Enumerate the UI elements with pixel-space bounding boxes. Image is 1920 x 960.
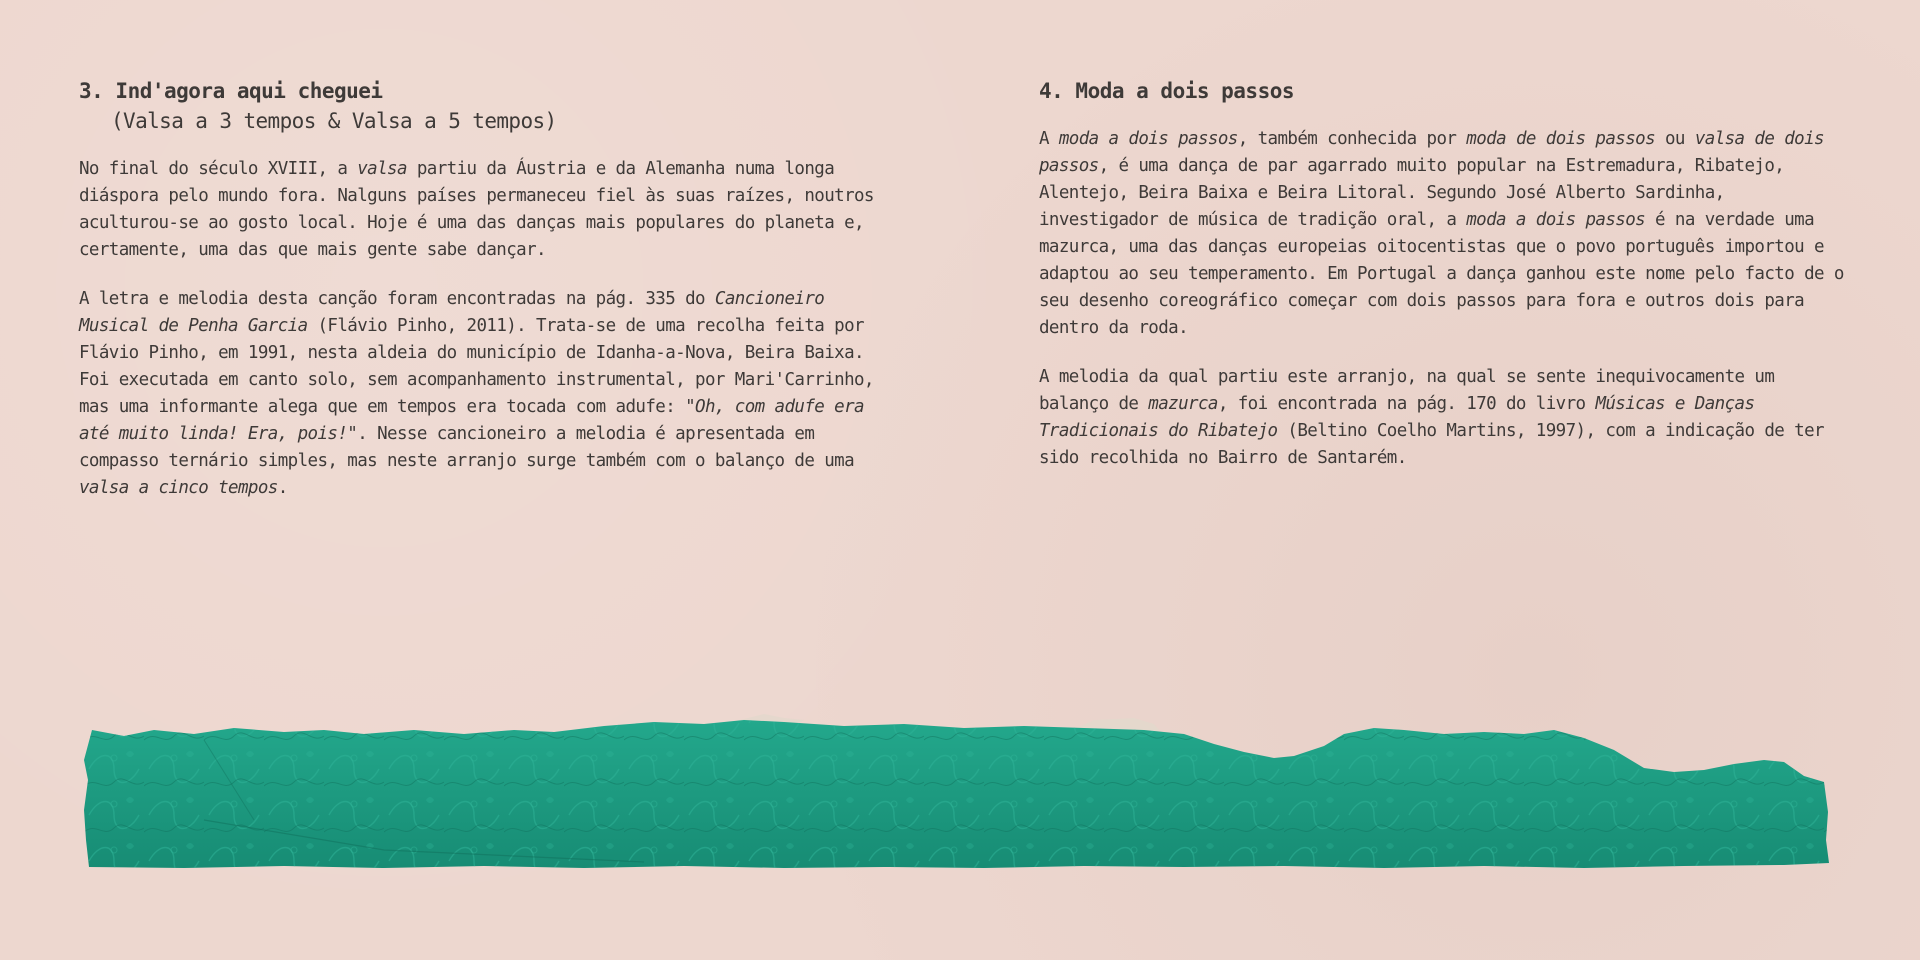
section-3-title: 3. Ind'agora aqui cheguei bbox=[79, 79, 383, 103]
section-4 bbox=[1039, 76, 1849, 494]
italic-text-run: valsa de dois passos bbox=[1039, 129, 1824, 176]
italic-text-run: valsa a cinco tempos bbox=[79, 478, 278, 498]
section-3-paragraph-1 bbox=[79, 156, 899, 264]
text-run: A letra e melodia desta canção foram encontradas na pág. 335 do bbox=[79, 289, 715, 309]
text-run: , é uma dança de par agarrado muito popular na Estremadura, Ribatejo, Alentejo, Beira Baixa e Beira Litoral. Segundo José Alberto Sardinha, investigador de música de tradição oral, a bbox=[1039, 156, 1785, 230]
italic-text-run: Oh, com adufe era até muito linda! Era, pois! bbox=[79, 397, 864, 444]
italic-text-run: valsa bbox=[357, 159, 407, 179]
text-run: , também conhecida por bbox=[1237, 129, 1467, 149]
text-run: ". Nesse cancioneiro a melodia é apresentada em compasso ternário simples, mas neste arranjo surge também com o balanço de uma bbox=[79, 424, 854, 471]
italic-text-run: moda a dois passos bbox=[1058, 129, 1238, 149]
italic-text-run: moda a dois passos bbox=[1466, 210, 1646, 230]
text-run: A bbox=[1039, 129, 1059, 149]
text-run: ou bbox=[1655, 129, 1695, 149]
section-4-paragraph-1 bbox=[1039, 126, 1849, 342]
section-3 bbox=[79, 76, 899, 524]
section-3-subtitle: (Valsa a 3 tempos & Valsa a 5 tempos) bbox=[111, 109, 557, 133]
italic-text-run: moda de dois passos bbox=[1466, 129, 1656, 149]
text-run: partiu da Áustria e da Alemanha numa longa diáspora pelo mundo fora. Nalguns países permaneceu fiel às suas raízes, noutros aculturou-se ao gosto local. Hoje é uma das danças mais populares do planeta e, certamente, uma das que mais gente sabe dançar. bbox=[79, 159, 874, 260]
text-run: , foi encontrada na pág. 170 do livro bbox=[1217, 394, 1596, 414]
italic-text-run: Cancioneiro Musical de Penha Garcia bbox=[79, 289, 825, 336]
text-run: é na verdade uma mazurca, uma das danças europeias oitocentistas que o povo português importou e adaptou ao seu temperamento. Em Portugal a dança ganhou este nome pelo facto de o seu desenho coreográfico começar com dois passos para fora e outros dois para dentro da roda. bbox=[1039, 210, 1844, 338]
italic-text-run: mazurca bbox=[1148, 394, 1218, 414]
italic-text-run: Músicas e Danças Tradicionais do Ribatejo bbox=[1039, 394, 1755, 441]
section-3-paragraph-2 bbox=[79, 286, 899, 502]
text-run: (Beltino Coelho Martins, 1997), com a indicação de ter sido recolhida no Bairro de Santarém. bbox=[1039, 421, 1824, 468]
text-run: A melodia da qual partiu este arranjo, na qual se sente inequivocamente um balanço de bbox=[1039, 367, 1775, 414]
text-run: (Flávio Pinho, 2011). Trata-se de uma recolha feita por Flávio Pinho, em 1991, nesta aldeia do município de Idanha-a-Nova, Beira Baixa. Foi executada em canto solo, sem acompanhamento instrumental, por Mari'Carrinho, mas uma informante alega que em tempos era tocada com adufe: " bbox=[79, 316, 874, 417]
decorative-green-paper-strip bbox=[84, 700, 1836, 875]
text-run: . bbox=[277, 478, 288, 498]
section-4-title: 4. Moda a dois passos bbox=[1039, 79, 1295, 103]
section-4-paragraph-2 bbox=[1039, 364, 1849, 472]
text-run: No final do século XVIII, a bbox=[79, 159, 358, 179]
